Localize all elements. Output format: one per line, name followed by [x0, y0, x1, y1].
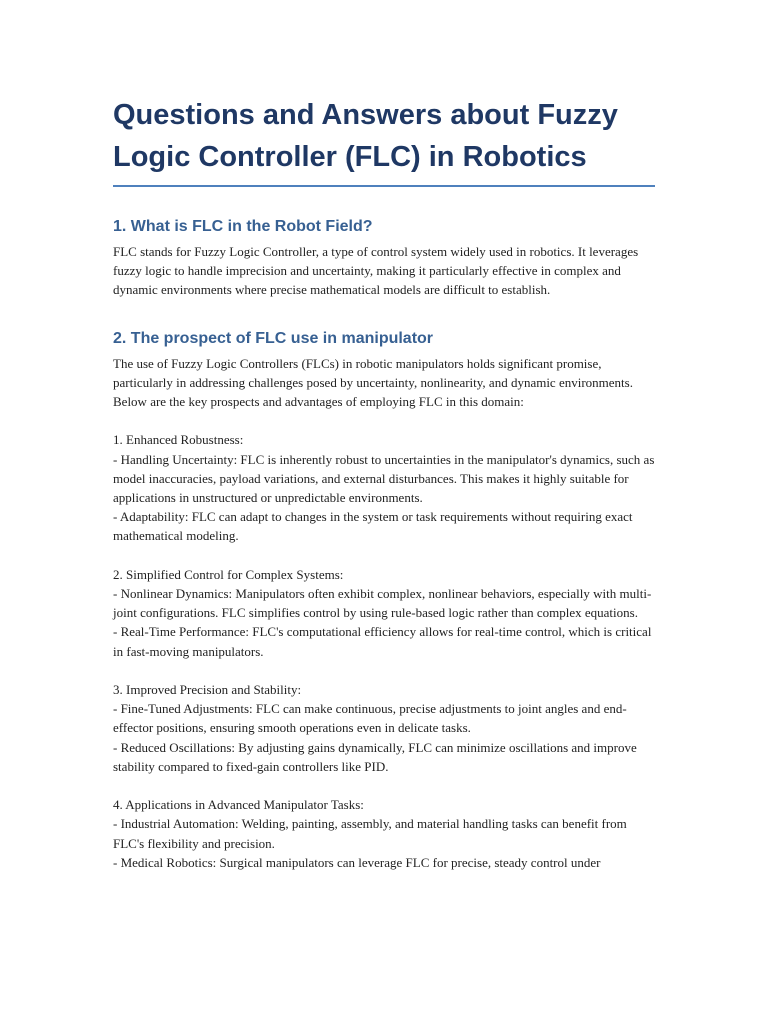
point-title: 3. Improved Precision and Stability: — [113, 682, 302, 698]
point-line: - Nonlinear Dynamics: Manipulators often exhibit complex, nonlinear behaviors, especially with multi-joint configurations. FLC simplifies control by using rule-based logic rather than complex equations. — [113, 586, 652, 621]
intro-paragraph: The use of Fuzzy Logic Controllers (FLCs) in robotic manipulators holds significant promise, particularly in addressing challenges posed by uncertainty, nonlinearity, and dynamic environments. Below are the key prospects and advantages of employing FLC in this domain: — [113, 355, 633, 410]
point-line: - Industrial Automation: Welding, painting, assembly, and material handling tasks can benefit from FLC's flexibility and precision. — [113, 816, 627, 851]
point-line: - Real-Time Performance: FLC's computational efficiency allows for real-time control, which is critical in fast-moving manipulators. — [113, 624, 652, 659]
point-title: 4. Applications in Advanced Manipulator Tasks: — [113, 797, 364, 813]
spacer — [113, 661, 655, 680]
section-heading: 2. The prospect of FLC use in manipulator — [113, 329, 434, 347]
section-what-is-flc — [113, 216, 655, 300]
section-heading: 1. What is FLC in the Robot Field? — [113, 218, 373, 235]
document-page — [113, 94, 655, 872]
point-title: 1. Enhanced Robustness: — [113, 432, 244, 448]
point-line: - Fine-Tuned Adjustments: FLC can make continuous, precise adjustments to joint angles and end-effector positions, ensuring smooth operations even in delicate tasks. — [113, 701, 627, 736]
spacer — [113, 411, 655, 430]
spacer — [113, 776, 655, 795]
point-line: - Handling Uncertainty: FLC is inherently robust to uncertainties in the manipulator's dynamics, such as model inaccuracies, payload variations, and external disturbances. This makes it highly suitable for applications in unstructured or unpredictable environments. — [113, 451, 655, 506]
paragraph: FLC stands for Fuzzy Logic Controller, a type of control system widely used in robotics. It leverages fuzzy logic to handle imprecision and uncertainty, making it particularly effective in complex and dynamic environments where precise mathematical models are difficult to establish. — [113, 244, 639, 298]
point-title: 2. Simplified Control for Complex Systems: — [113, 566, 344, 582]
spacer — [113, 546, 655, 565]
document-title: Questions and Answers about Fuzzy Logic Controller (FLC) in Robotics — [113, 94, 655, 187]
point-line: - Medical Robotics: Surgical manipulators can leverage FLC for precise, steady control under — [113, 854, 601, 870]
section-flc-prospect — [113, 328, 655, 872]
point-line: - Adaptability: FLC can adapt to changes in the system or task requirements without requiring exact mathematical modeling. — [113, 509, 633, 544]
point-line: - Reduced Oscillations: By adjusting gains dynamically, FLC can minimize oscillations and improve stability compared to fixed-gain controllers like PID. — [113, 739, 637, 774]
